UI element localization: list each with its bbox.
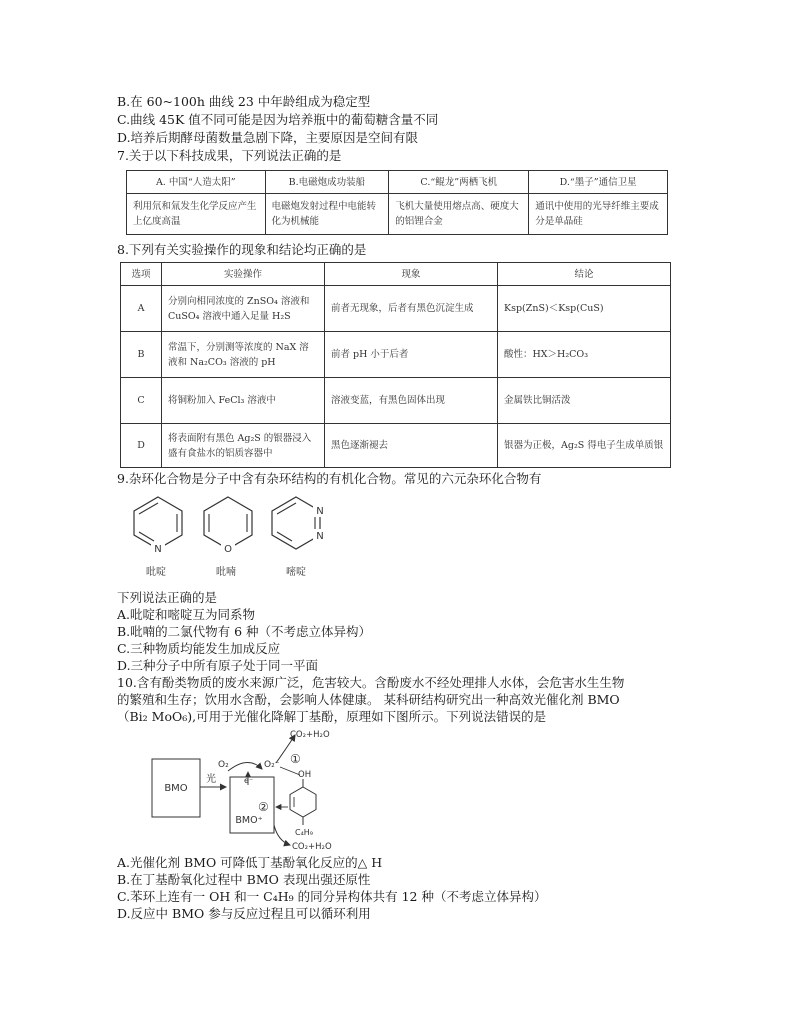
- q9-option-a: A.吡啶和嘧啶互为同系物: [117, 607, 256, 622]
- q10-text-line: 的繁殖和生存；饮用水含酚，会影响人体健康。 某科研结构研究出一种高效光催化剂 BMO: [117, 692, 620, 707]
- q8-conclusion: Ksp(ZnS)＜Ksp(CuS): [498, 286, 671, 332]
- q9-option-d: D.三种分子中所有原子处于同一平面: [117, 658, 319, 673]
- q8-phenomenon: 溶液变蓝，有黑色固体出现: [325, 378, 498, 424]
- q8-operation: 将铜粉加入 FeCl₃ 溶液中: [162, 378, 325, 424]
- q9-option-c: C.三种物质均能发生加成反应: [117, 641, 281, 656]
- product-bottom: CO₂+H₂O: [292, 842, 332, 852]
- q8-header: 结论: [498, 263, 671, 286]
- product-top: CO₂+H₂O: [290, 730, 330, 740]
- nitrogen-atom: N: [316, 506, 324, 517]
- q8-option: A: [121, 286, 162, 332]
- q8-phenomenon: 前者无现象，后者有黑色沉淀生成: [325, 286, 498, 332]
- q7-header: A. 中国“人造太阳”: [127, 171, 266, 194]
- q8-table: [120, 262, 671, 468]
- pyran-structure: [200, 493, 256, 557]
- option-line: C.曲线 45K 值不同可能是因为培养瓶中的葡萄糖含量不同: [117, 112, 439, 127]
- step-1-label: ①: [290, 752, 301, 766]
- question-7-title: 7.关于以下科技成果，下列说法正确的是: [117, 148, 342, 163]
- bmo-label: BMO: [164, 783, 188, 794]
- q8-option: C: [121, 378, 162, 424]
- table-row: [121, 424, 671, 468]
- butyl-label: C₄H₉: [295, 828, 314, 837]
- light-label: 光: [206, 774, 216, 785]
- q8-option: B: [121, 332, 162, 378]
- q8-conclusion: 金属铁比铜活泼: [498, 378, 671, 424]
- option-line: D.培养后期酵母菌数量急剧下降，主要原因是空间有限: [117, 130, 419, 145]
- q10-text-line: 10.含有酚类物质的废水来源广泛，危害较大。含酚废水不经处理排人水体，会危害水生生物: [117, 675, 625, 690]
- table-row: [121, 332, 671, 378]
- pyrimidine-label: 嘧啶: [286, 567, 306, 578]
- pyridine-structure: [130, 493, 186, 557]
- pyridine-label: 吡啶: [146, 567, 166, 578]
- q8-phenomenon: 前者 pH 小于后者: [325, 332, 498, 378]
- q8-operation: 将表面附有黑色 Ag₂S 的银器浸入盛有食盐水的铝质容器中: [162, 424, 325, 468]
- q7-table: [126, 170, 668, 235]
- q7-cell: 利用氘和氚发生化学反应产生上亿度高温: [127, 194, 266, 235]
- q8-header: 选项: [121, 263, 162, 286]
- question-9-title: 9.杂环化合物是分子中含有杂环结构的有机化合物。常见的六元杂环化合物有: [117, 471, 542, 486]
- q8-option: D: [121, 424, 162, 468]
- q7-cell: 通讯中使用的光导纤维主要成分是单晶硅: [529, 194, 668, 235]
- q9-option-b: B.吡喃的二氯代物有 6 种（不考虑立体异构）: [117, 624, 372, 639]
- table-row: [121, 378, 671, 424]
- nitrogen-atom: N: [154, 544, 162, 555]
- q7-cell: 飞机大量使用熔点高、硬度大的铝锂合金: [389, 194, 529, 235]
- option-line: B.在 60~100h 曲线 23 中年龄组成为稳定型: [117, 94, 371, 109]
- electron-label: e⁻: [244, 776, 254, 785]
- q7-header: C.“鲲龙”两栖飞机: [389, 171, 529, 194]
- q10-option-d: D.反应中 BMO 参与反应过程且可以循环利用: [117, 906, 371, 921]
- q10-text-line: （Bi₂ MoO₆),可用于光催化降解丁基酚，原理如下图所示。下列说法错误的是: [117, 709, 547, 724]
- q8-conclusion: 酸性：HX＞H₂CO₃: [498, 332, 671, 378]
- q8-operation: 分别向相同浓度的 ZnSO₄ 溶液和 CuSO₄ 溶液中通入足量 H₂S: [162, 286, 325, 332]
- q10-option-c: C.苯环上连有一 OH 和一 C₄H₉ 的同分异构体共有 12 种（不考虑立体异构）: [117, 889, 547, 904]
- q8-phenomenon: 黑色逐渐褪去: [325, 424, 498, 468]
- superoxide-label: O₂⁻: [264, 760, 280, 770]
- q7-cell: 电磁炮发射过程中电能转化为机械能: [265, 194, 389, 235]
- q8-conclusion: 银器为正极，Ag₂S 得电子生成单质银: [498, 424, 671, 468]
- q9-prompt: 下列说法正确的是: [117, 590, 218, 605]
- q8-operation: 常温下，分别测等浓度的 NaX 溶液和 Na₂CO₃ 溶液的 pH: [162, 332, 325, 378]
- q10-option-b: B.在丁基酚氧化过程中 BMO 表现出强还原性: [117, 872, 371, 887]
- step-2-label: ②: [258, 800, 269, 814]
- pyran-label: 吡喃: [216, 567, 236, 578]
- table-row: [121, 286, 671, 332]
- q7-header: D.“墨子”通信卫星: [529, 171, 668, 194]
- oxygen-atom: O: [224, 544, 232, 555]
- q7-header: B.电磁炮成功装船: [265, 171, 389, 194]
- question-8-title: 8.下列有关实验操作的现象和结论均正确的是: [117, 242, 367, 257]
- q10-option-a: A.光催化剂 BMO 可降低丁基酚氧化反应的△ H: [117, 855, 383, 870]
- q8-header: 实验操作: [162, 263, 325, 286]
- oxygen-label: O₂: [218, 760, 229, 770]
- hydroxyl-label: OH: [298, 770, 312, 780]
- bmo-plus-label: BMO⁺: [235, 815, 263, 826]
- pyrimidine-structure: [268, 493, 324, 557]
- nitrogen-atom: N: [316, 531, 324, 542]
- photocatalysis-diagram: [140, 725, 380, 855]
- q8-header: 现象: [325, 263, 498, 286]
